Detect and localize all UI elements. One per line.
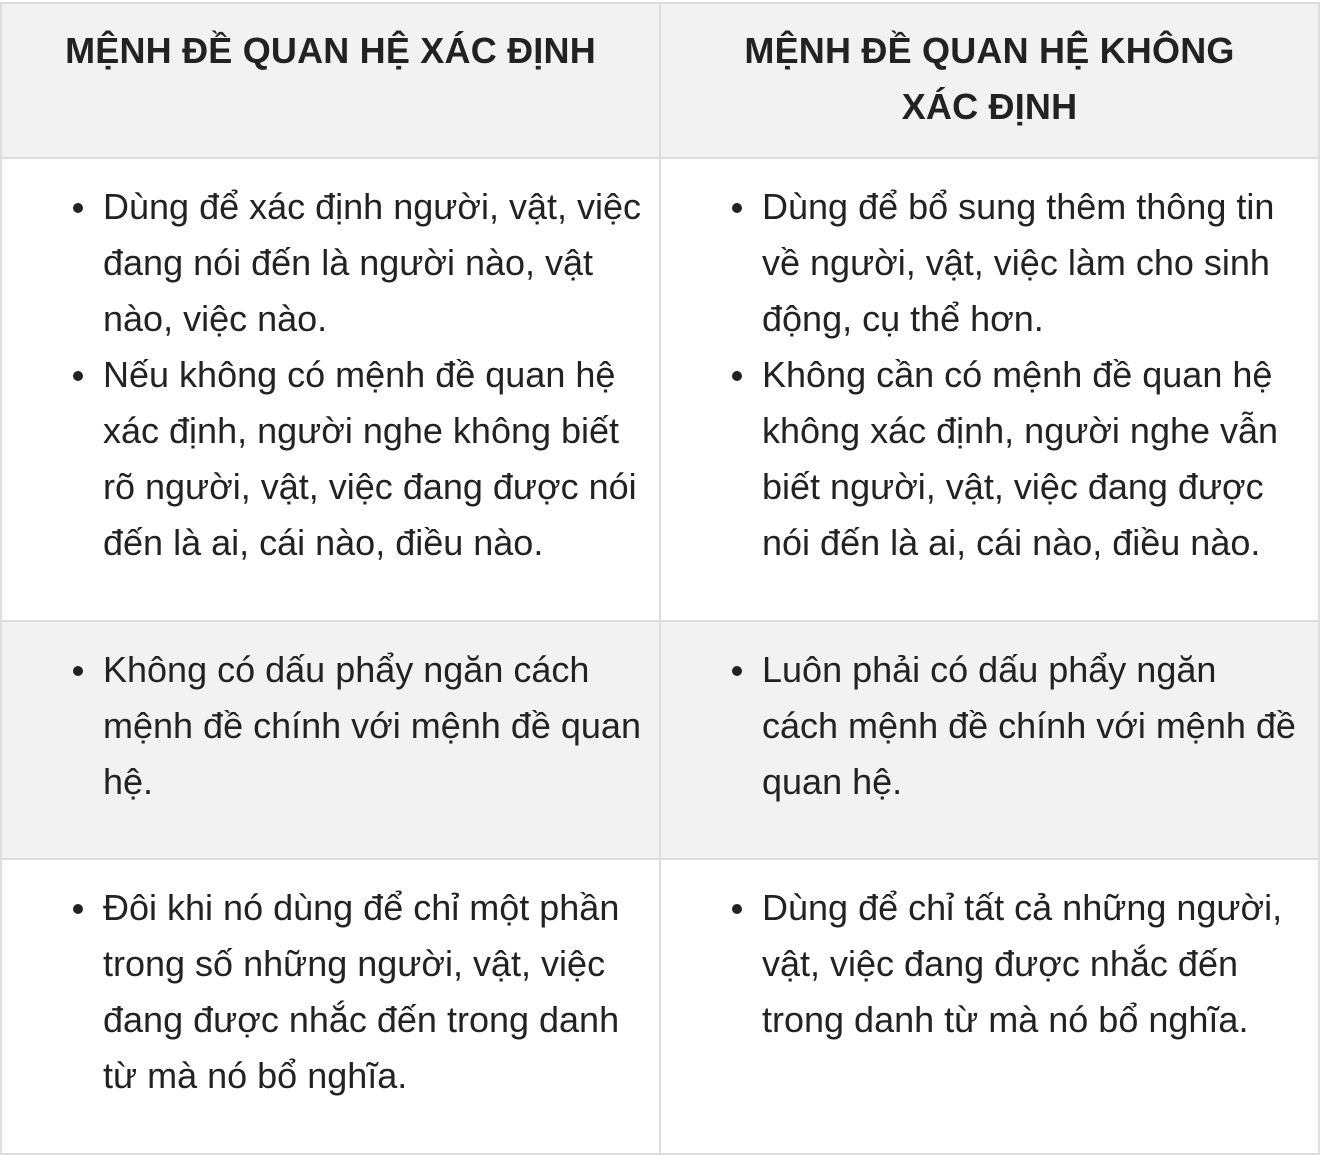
bullet-icon (73, 371, 83, 381)
bullet-icon (732, 666, 742, 676)
bullet-list (16, 642, 641, 810)
table-header-row (1, 3, 1319, 158)
list-item-text: Dùng để bổ sung thêm thông tin về người, vật, việc làm cho sinh động, cụ thể hơn. (762, 186, 1275, 339)
list-item-text: Dùng để xác định người, vật, việc đang nói đến là người nào, vật nào, việc nào. (103, 186, 641, 339)
list-item-text: Nếu không có mệnh đề quan hệ xác định, người nghe không biết rõ người, vật, việc đang được nói đến là ai, cái nào, điều nào. (103, 354, 637, 563)
bullet-icon (732, 904, 742, 914)
list-item (103, 347, 641, 571)
table-row (1, 158, 1319, 621)
list-item (762, 347, 1300, 571)
bullet-icon (73, 904, 83, 914)
table-row (1, 859, 1319, 1154)
bullet-icon (73, 203, 83, 213)
table-row (1, 621, 1319, 859)
list-item-text: Đôi khi nó dùng để chỉ một phần trong số những người, vật, việc đang được nhắc đến trong danh từ mà nó bổ nghĩa. (103, 887, 620, 1096)
list-item-text: Dùng để chỉ tất cả những người, vật, việc đang được nhắc đến trong danh từ mà nó bổ nghĩa. (762, 887, 1283, 1040)
table-cell-right (660, 859, 1319, 1154)
bullet-list (675, 179, 1300, 571)
list-item (103, 880, 641, 1104)
bullet-icon (732, 371, 742, 381)
bullet-list (16, 880, 641, 1104)
list-item-text: Không cần có mệnh đề quan hệ không xác định, người nghe vẫn biết người, vật, việc đang được nói đến là ai, cái nào, điều nào. (762, 354, 1279, 563)
bullet-list (675, 880, 1300, 1048)
list-item (103, 642, 641, 810)
table-cell-left (1, 158, 660, 621)
table-cell-right (660, 158, 1319, 621)
header-defining-clause: MỆNH ĐỀ QUAN HỆ XÁC ĐỊNH (1, 3, 660, 158)
list-item (762, 179, 1300, 347)
list-item-text: Luôn phải có dấu phẩy ngăn cách mệnh đề chính với mệnh đề quan hệ. (762, 649, 1296, 802)
comparison-table (0, 2, 1320, 1155)
list-item (103, 179, 641, 347)
bullet-list (16, 179, 641, 571)
table-cell-right (660, 621, 1319, 859)
bullet-icon (73, 666, 83, 676)
list-item-text: Không có dấu phẩy ngăn cách mệnh đề chính với mệnh đề quan hệ. (103, 649, 641, 802)
table-cell-left (1, 859, 660, 1154)
table-cell-left (1, 621, 660, 859)
list-item (762, 880, 1300, 1048)
bullet-list (675, 642, 1300, 810)
header-non-defining-clause: MỆNH ĐỀ QUAN HỆ KHÔNG XÁC ĐỊNH (660, 3, 1319, 158)
list-item (762, 642, 1300, 810)
bullet-icon (732, 203, 742, 213)
